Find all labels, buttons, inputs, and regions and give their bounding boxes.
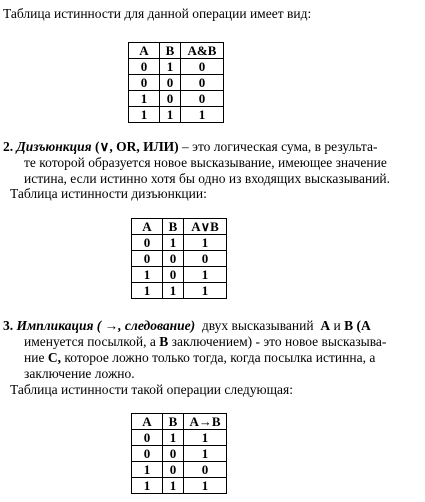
table-cell: 0 xyxy=(163,446,184,462)
truth-table-implication xyxy=(131,413,227,494)
section3-line1 xyxy=(3,318,371,334)
section2-caption: Таблица истинности дизъюнкции: xyxy=(10,186,207,201)
table-cell: 1 xyxy=(160,107,181,123)
table-cell: 0 xyxy=(160,75,181,91)
section3-line3-rest: которое ложно только тогда, когда посылка истинна, а xyxy=(64,350,376,365)
table-header-row xyxy=(129,43,224,59)
table-cell: 0 xyxy=(184,251,227,267)
table-cell: 1 xyxy=(184,235,227,251)
table-cell: 0 xyxy=(132,446,163,462)
table-header: B xyxy=(163,219,184,235)
table-cell: 0 xyxy=(132,235,163,251)
table-cell: 0 xyxy=(163,251,184,267)
table-cell: 1 xyxy=(129,107,160,123)
table-row xyxy=(132,283,227,299)
table-cell: 0 xyxy=(181,75,224,91)
section3-line1-mid: двух высказываний xyxy=(201,318,314,333)
section2-symbols: (∨, OR, ИЛИ) xyxy=(94,139,179,154)
table-cell: 0 xyxy=(181,91,224,107)
table-cell: 1 xyxy=(181,107,224,123)
table-cell: 0 xyxy=(132,430,163,446)
table-row xyxy=(132,462,227,478)
section3-var-a: A xyxy=(320,318,331,333)
section3-line3-a: ние xyxy=(24,350,45,365)
table-cell: 1 xyxy=(163,430,184,446)
table-row xyxy=(132,235,227,251)
section3-caption: Таблица истинности такой операции следующая: xyxy=(10,382,293,397)
section3-line2 xyxy=(24,334,386,350)
section3-line3 xyxy=(24,350,375,366)
section2-line2: те которой образуется новое высказывание, имеющее значение xyxy=(24,155,387,170)
table-cell: 1 xyxy=(184,283,227,299)
table-cell: 1 xyxy=(163,478,184,494)
table-cell: 0 xyxy=(184,462,227,478)
table-cell: 0 xyxy=(163,462,184,478)
table-cell: 1 xyxy=(129,91,160,107)
table-cell: 0 xyxy=(129,59,160,75)
section2-number: 2. xyxy=(3,139,14,154)
section3-line2-a: именуется посылкой, а xyxy=(24,334,156,349)
truth-table-conjunction xyxy=(128,42,224,123)
table-cell: 1 xyxy=(132,462,163,478)
section3-line2-rest: заключением) - это новое высказыва- xyxy=(171,334,387,349)
table-row xyxy=(129,91,224,107)
table-cell: 1 xyxy=(132,267,163,283)
table-row xyxy=(132,267,227,283)
section3-paren-a: (A xyxy=(356,318,371,333)
section2-line3: истина, если истинно хотя бы одно из входящих высказываний. xyxy=(24,171,391,186)
table-row xyxy=(129,107,224,123)
table-header-row xyxy=(132,219,227,235)
table-header: A xyxy=(132,414,163,430)
table-header: B xyxy=(160,43,181,59)
section3-number: 3. xyxy=(3,318,14,333)
table-header: B xyxy=(163,414,184,430)
section2-term: Дизъюнкция xyxy=(16,139,92,154)
table-row xyxy=(132,446,227,462)
table-row xyxy=(132,478,227,494)
table-cell: 1 xyxy=(163,235,184,251)
table-cell: 1 xyxy=(132,283,163,299)
table-row xyxy=(129,75,224,91)
table-cell: 1 xyxy=(132,478,163,494)
section3-line4: заключение ложно. xyxy=(24,366,135,381)
table-header: A∨B xyxy=(184,219,227,235)
table-header: A→B xyxy=(184,414,227,430)
table-cell: 1 xyxy=(184,446,227,462)
section3-var-b: B xyxy=(344,318,354,333)
table-cell: 1 xyxy=(184,478,227,494)
table-header-row xyxy=(132,414,227,430)
table-cell: 0 xyxy=(129,75,160,91)
table-row xyxy=(129,59,224,75)
table-cell: 1 xyxy=(163,283,184,299)
table-cell: 0 xyxy=(163,267,184,283)
table-header: A xyxy=(132,219,163,235)
table-cell: 0 xyxy=(160,91,181,107)
section3-line2-b: B xyxy=(159,334,169,349)
truth-table-disjunction xyxy=(131,218,227,299)
table-cell: 1 xyxy=(184,430,227,446)
table-header: A&B xyxy=(181,43,224,59)
table-row xyxy=(132,251,227,267)
table-cell: 1 xyxy=(184,267,227,283)
section2-line1 xyxy=(3,139,377,155)
table-cell: 0 xyxy=(132,251,163,267)
section3-term: Импликация ( →, следование) xyxy=(16,318,196,333)
table-row xyxy=(132,430,227,446)
table-cell: 1 xyxy=(160,59,181,75)
section2-line1-rest: – это логическая сума, в результа- xyxy=(182,139,378,154)
intro-line: Таблица истинности для данной операции имеет вид: xyxy=(3,6,312,21)
table-header: A xyxy=(129,43,160,59)
section3-and: и xyxy=(333,318,341,333)
table-cell: 0 xyxy=(181,59,224,75)
section3-line3-c: C, xyxy=(47,350,61,365)
